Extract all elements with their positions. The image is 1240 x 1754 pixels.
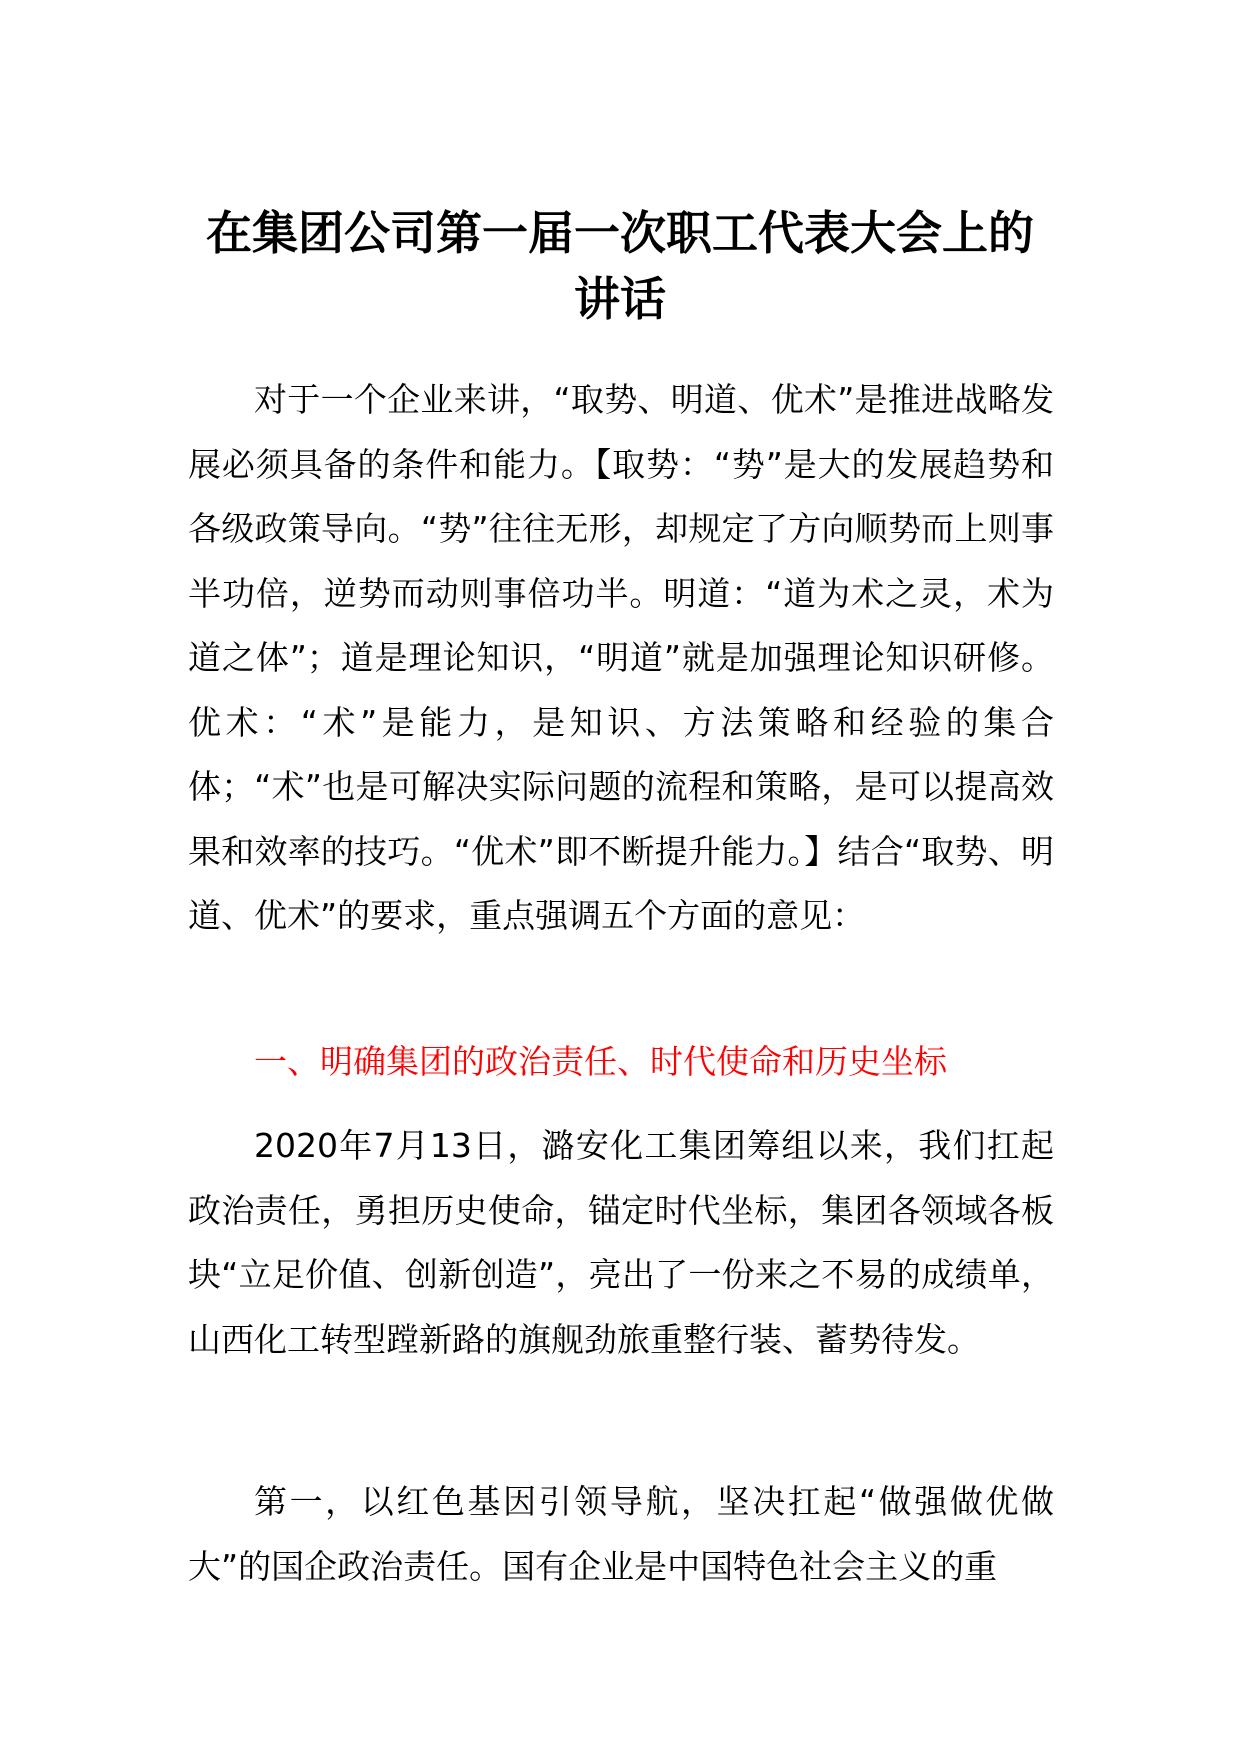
document-title: 在集团公司第一届一次职工代表大会上的讲话 bbox=[206, 206, 1034, 326]
body-paragraph: 2020年7月13日，潞安化工集团筹组以来，我们扛起政治责任，勇担历史使命，锚定时代坐标，集团各领域各板块“立足价值、创新创造”，亮出了一份来之不易的成绩单，山西化工转型蹚新路的旗舰劲旅重整行装、蓄势待发。 bbox=[188, 1126, 1054, 1359]
body-paragraph: 第一，以红色基因引领导航，坚决扛起“做强做优做大”的国企政治责任。国有企业是中国特色社会主义的重 bbox=[188, 1482, 1054, 1586]
section-heading: 一、明确集团的政治责任、时代使命和历史坐标 bbox=[254, 1042, 947, 1081]
intro-paragraph: 对于一个企业来讲，“取势、明道、优术”是推进战略发展必须具备的条件和能力。【取势：“势”是大的发展趋势和各级政策导向。“势”往往无形，却规定了方向顺势而上则事半功倍，逆势而动则事倍功半。明道：“道为术之灵，术为道之体”；道是理论知识，“明道”就是加强理论知识研修。优术：“术”是能力，是知识、方法策略和经验的集合体；“术”也是可解决实际问题的流程和策略，是可以提高效果和效率的技巧。“优术”即不断提升能力。】结合“取势、明道、优术”的要求，重点强调五个方面的意见： bbox=[188, 380, 1054, 935]
